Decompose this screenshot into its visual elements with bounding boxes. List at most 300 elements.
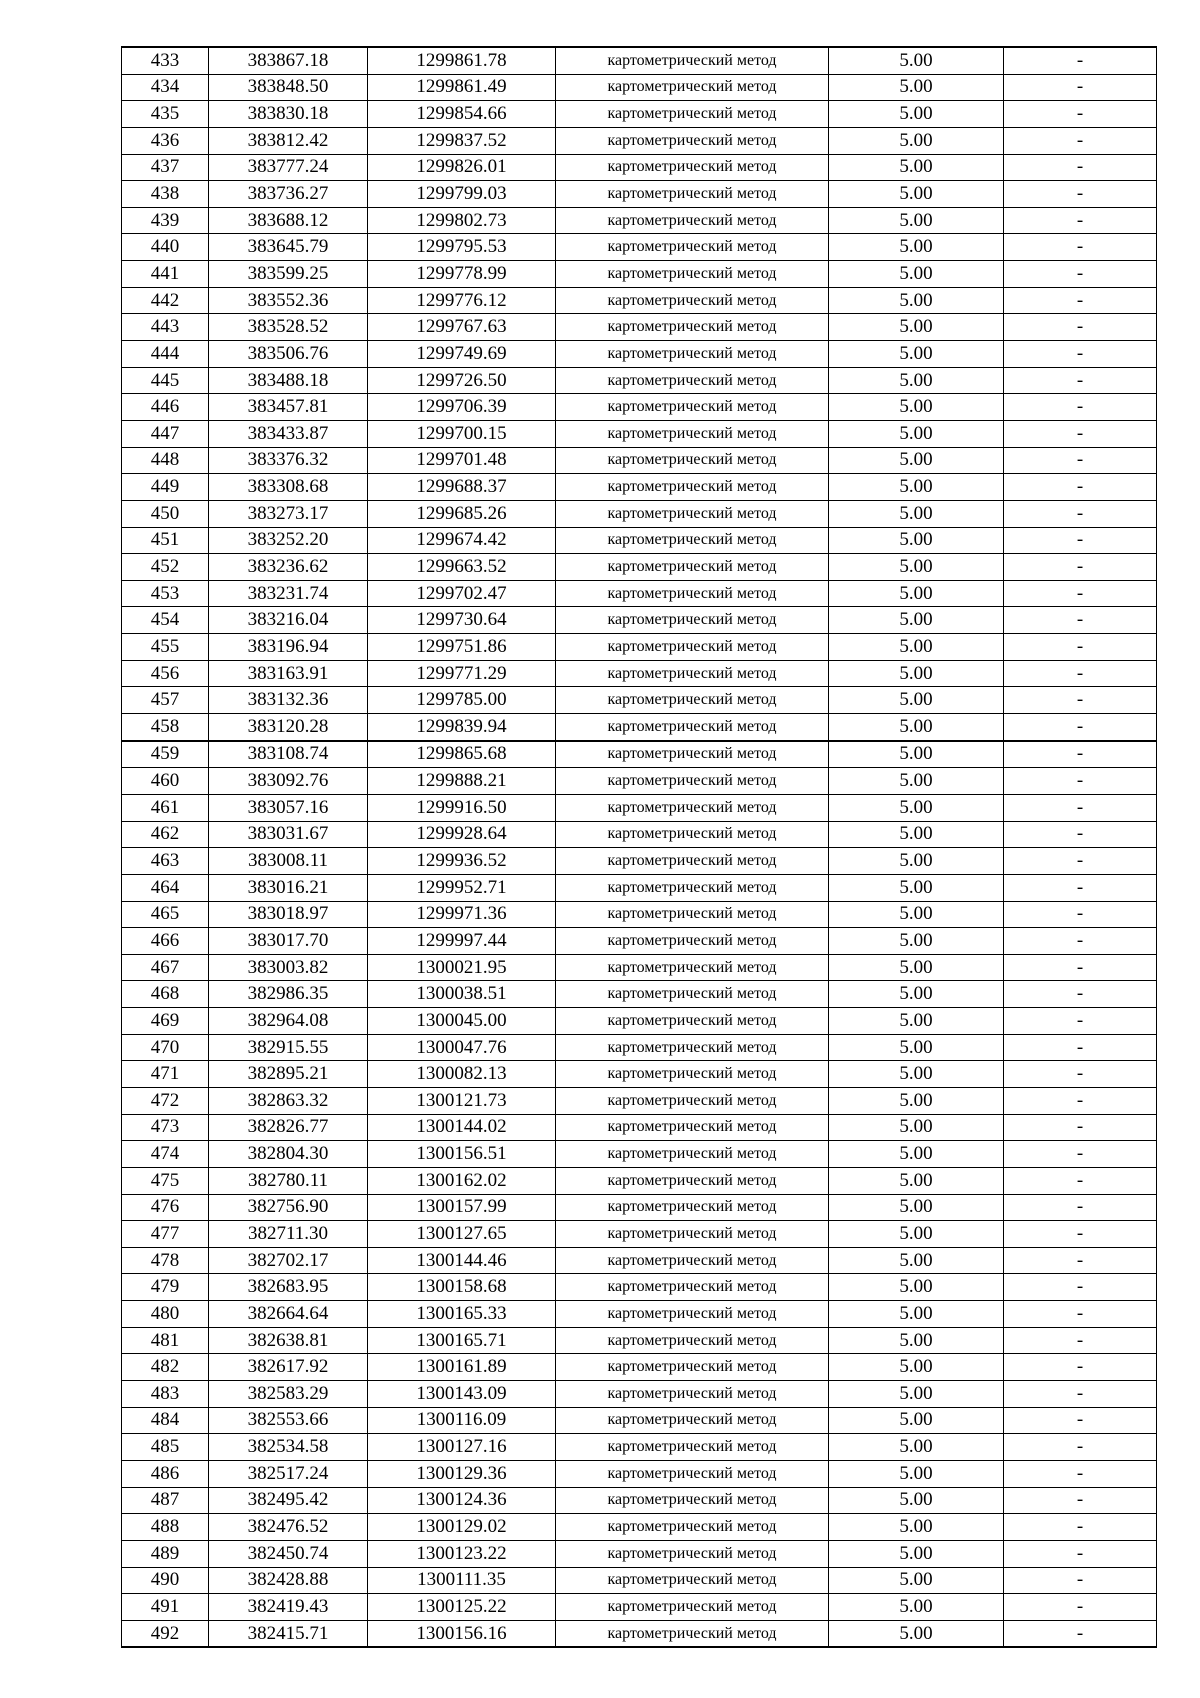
- table-row: [122, 741, 1157, 768]
- point-number-cell: 475: [122, 1167, 209, 1194]
- method-cell: картометрический метод: [556, 207, 829, 234]
- y-coordinate-cell: 1300127.16: [368, 1434, 556, 1461]
- description-cell: -: [1004, 687, 1157, 714]
- x-coordinate-cell: 382986.35: [209, 981, 368, 1008]
- method-cell: картометрический метод: [556, 474, 829, 501]
- point-number-cell: 447: [122, 420, 209, 447]
- y-coordinate-cell: 1300127.65: [368, 1221, 556, 1248]
- description-cell: -: [1004, 1274, 1157, 1301]
- method-cell: картометрический метод: [556, 1167, 829, 1194]
- x-coordinate-cell: 383017.70: [209, 928, 368, 955]
- point-number-cell: 492: [122, 1620, 209, 1647]
- y-coordinate-cell: 1300047.76: [368, 1034, 556, 1061]
- point-number-cell: 454: [122, 607, 209, 634]
- point-number-cell: 448: [122, 447, 209, 474]
- description-cell: -: [1004, 1087, 1157, 1114]
- y-coordinate-cell: 1299685.26: [368, 500, 556, 527]
- description-cell: -: [1004, 101, 1157, 128]
- method-cell: картометрический метод: [556, 1061, 829, 1088]
- description-cell: -: [1004, 1434, 1157, 1461]
- x-coordinate-cell: 382583.29: [209, 1381, 368, 1408]
- x-coordinate-cell: 382428.88: [209, 1567, 368, 1594]
- y-coordinate-cell: 1299928.64: [368, 821, 556, 848]
- point-number-cell: 440: [122, 234, 209, 261]
- method-cell: картометрический метод: [556, 1194, 829, 1221]
- y-coordinate-cell: 1300144.02: [368, 1114, 556, 1141]
- point-number-cell: 482: [122, 1354, 209, 1381]
- table-row: [122, 154, 1157, 181]
- accuracy-cell: 5.00: [829, 367, 1004, 394]
- method-cell: картометрический метод: [556, 874, 829, 901]
- accuracy-cell: 5.00: [829, 474, 1004, 501]
- point-number-cell: 438: [122, 181, 209, 208]
- point-number-cell: 443: [122, 314, 209, 341]
- x-coordinate-cell: 383867.18: [209, 47, 368, 74]
- method-cell: картометрический метод: [556, 741, 829, 768]
- description-cell: -: [1004, 314, 1157, 341]
- y-coordinate-cell: 1299916.50: [368, 794, 556, 821]
- point-number-cell: 487: [122, 1487, 209, 1514]
- method-cell: картометрический метод: [556, 181, 829, 208]
- x-coordinate-cell: 382711.30: [209, 1221, 368, 1248]
- description-cell: -: [1004, 527, 1157, 554]
- method-cell: картометрический метод: [556, 1274, 829, 1301]
- method-cell: картометрический метод: [556, 1034, 829, 1061]
- y-coordinate-cell: 1300116.09: [368, 1407, 556, 1434]
- x-coordinate-cell: 383120.28: [209, 714, 368, 741]
- description-cell: -: [1004, 554, 1157, 581]
- point-number-cell: 478: [122, 1247, 209, 1274]
- x-coordinate-cell: 383688.12: [209, 207, 368, 234]
- y-coordinate-cell: 1300165.33: [368, 1301, 556, 1328]
- point-number-cell: 459: [122, 741, 209, 768]
- accuracy-cell: 5.00: [829, 1221, 1004, 1248]
- y-coordinate-cell: 1299795.53: [368, 234, 556, 261]
- point-number-cell: 464: [122, 874, 209, 901]
- accuracy-cell: 5.00: [829, 47, 1004, 74]
- description-cell: -: [1004, 47, 1157, 74]
- y-coordinate-cell: 1299706.39: [368, 394, 556, 421]
- method-cell: картометрический метод: [556, 367, 829, 394]
- point-number-cell: 483: [122, 1381, 209, 1408]
- table-row: [122, 981, 1157, 1008]
- table-row: [122, 634, 1157, 661]
- x-coordinate-cell: 382915.55: [209, 1034, 368, 1061]
- description-cell: -: [1004, 1301, 1157, 1328]
- x-coordinate-cell: 383057.16: [209, 794, 368, 821]
- accuracy-cell: 5.00: [829, 928, 1004, 955]
- y-coordinate-cell: 1300021.95: [368, 954, 556, 981]
- y-coordinate-cell: 1300156.16: [368, 1620, 556, 1647]
- y-coordinate-cell: 1299771.29: [368, 660, 556, 687]
- method-cell: картометрический метод: [556, 261, 829, 288]
- method-cell: картометрический метод: [556, 848, 829, 875]
- table-row: [122, 1274, 1157, 1301]
- accuracy-cell: 5.00: [829, 1194, 1004, 1221]
- x-coordinate-cell: 383163.91: [209, 660, 368, 687]
- method-cell: картометрический метод: [556, 1434, 829, 1461]
- table-row: [122, 1247, 1157, 1274]
- description-cell: -: [1004, 1594, 1157, 1621]
- table-row: [122, 207, 1157, 234]
- x-coordinate-cell: 383645.79: [209, 234, 368, 261]
- method-cell: картометрический метод: [556, 1301, 829, 1328]
- x-coordinate-cell: 383236.62: [209, 554, 368, 581]
- x-coordinate-cell: 382415.71: [209, 1620, 368, 1647]
- point-number-cell: 467: [122, 954, 209, 981]
- method-cell: картометрический метод: [556, 928, 829, 955]
- method-cell: картометрический метод: [556, 1141, 829, 1168]
- method-cell: картометрический метод: [556, 394, 829, 421]
- accuracy-cell: 5.00: [829, 1620, 1004, 1647]
- y-coordinate-cell: 1299701.48: [368, 447, 556, 474]
- x-coordinate-cell: 383031.67: [209, 821, 368, 848]
- y-coordinate-cell: 1299837.52: [368, 127, 556, 154]
- table-row: [122, 1620, 1157, 1647]
- table-row: [122, 527, 1157, 554]
- table-row: [122, 1407, 1157, 1434]
- x-coordinate-cell: 382617.92: [209, 1354, 368, 1381]
- point-number-cell: 449: [122, 474, 209, 501]
- method-cell: картометрический метод: [556, 47, 829, 74]
- method-cell: картометрический метод: [556, 607, 829, 634]
- table-row: [122, 1034, 1157, 1061]
- point-number-cell: 484: [122, 1407, 209, 1434]
- point-number-cell: 471: [122, 1061, 209, 1088]
- x-coordinate-cell: 382756.90: [209, 1194, 368, 1221]
- description-cell: -: [1004, 74, 1157, 101]
- x-coordinate-cell: 383008.11: [209, 848, 368, 875]
- y-coordinate-cell: 1299854.66: [368, 101, 556, 128]
- accuracy-cell: 5.00: [829, 741, 1004, 768]
- accuracy-cell: 5.00: [829, 1114, 1004, 1141]
- y-coordinate-cell: 1299861.49: [368, 74, 556, 101]
- accuracy-cell: 5.00: [829, 207, 1004, 234]
- method-cell: картометрический метод: [556, 500, 829, 527]
- method-cell: картометрический метод: [556, 1221, 829, 1248]
- description-cell: -: [1004, 1540, 1157, 1567]
- method-cell: картометрический метод: [556, 287, 829, 314]
- x-coordinate-cell: 383528.52: [209, 314, 368, 341]
- accuracy-cell: 5.00: [829, 714, 1004, 741]
- method-cell: картометрический метод: [556, 954, 829, 981]
- method-cell: картометрический метод: [556, 981, 829, 1008]
- point-number-cell: 486: [122, 1460, 209, 1487]
- method-cell: картометрический метод: [556, 554, 829, 581]
- method-cell: картометрический метод: [556, 420, 829, 447]
- x-coordinate-cell: 382964.08: [209, 1008, 368, 1035]
- accuracy-cell: 5.00: [829, 954, 1004, 981]
- accuracy-cell: 5.00: [829, 874, 1004, 901]
- point-number-cell: 462: [122, 821, 209, 848]
- table-row: [122, 954, 1157, 981]
- coordinates-table-body: [122, 47, 1157, 1647]
- description-cell: -: [1004, 634, 1157, 661]
- y-coordinate-cell: 1300129.36: [368, 1460, 556, 1487]
- method-cell: картометрический метод: [556, 901, 829, 928]
- y-coordinate-cell: 1299785.00: [368, 687, 556, 714]
- point-number-cell: 472: [122, 1087, 209, 1114]
- accuracy-cell: 5.00: [829, 1407, 1004, 1434]
- method-cell: картометрический метод: [556, 1247, 829, 1274]
- table-row: [122, 1141, 1157, 1168]
- x-coordinate-cell: 383252.20: [209, 527, 368, 554]
- x-coordinate-cell: 382517.24: [209, 1460, 368, 1487]
- accuracy-cell: 5.00: [829, 1514, 1004, 1541]
- description-cell: -: [1004, 1407, 1157, 1434]
- accuracy-cell: 5.00: [829, 607, 1004, 634]
- description-cell: -: [1004, 848, 1157, 875]
- y-coordinate-cell: 1299751.86: [368, 634, 556, 661]
- accuracy-cell: 5.00: [829, 901, 1004, 928]
- y-coordinate-cell: 1300161.89: [368, 1354, 556, 1381]
- x-coordinate-cell: 383108.74: [209, 741, 368, 768]
- x-coordinate-cell: 383736.27: [209, 181, 368, 208]
- method-cell: картометрический метод: [556, 1008, 829, 1035]
- point-number-cell: 437: [122, 154, 209, 181]
- x-coordinate-cell: 382702.17: [209, 1247, 368, 1274]
- y-coordinate-cell: 1299971.36: [368, 901, 556, 928]
- point-number-cell: 463: [122, 848, 209, 875]
- accuracy-cell: 5.00: [829, 314, 1004, 341]
- method-cell: картометрический метод: [556, 1114, 829, 1141]
- x-coordinate-cell: 383273.17: [209, 500, 368, 527]
- point-number-cell: 490: [122, 1567, 209, 1594]
- table-row: [122, 181, 1157, 208]
- x-coordinate-cell: 383308.68: [209, 474, 368, 501]
- table-row: [122, 394, 1157, 421]
- table-row: [122, 341, 1157, 368]
- table-row: [122, 367, 1157, 394]
- accuracy-cell: 5.00: [829, 1434, 1004, 1461]
- table-row: [122, 874, 1157, 901]
- table-row: [122, 1540, 1157, 1567]
- accuracy-cell: 5.00: [829, 154, 1004, 181]
- point-number-cell: 444: [122, 341, 209, 368]
- point-number-cell: 434: [122, 74, 209, 101]
- accuracy-cell: 5.00: [829, 287, 1004, 314]
- description-cell: -: [1004, 394, 1157, 421]
- point-number-cell: 485: [122, 1434, 209, 1461]
- description-cell: -: [1004, 1327, 1157, 1354]
- y-coordinate-cell: 1299730.64: [368, 607, 556, 634]
- description-cell: -: [1004, 1487, 1157, 1514]
- method-cell: картометрический метод: [556, 1460, 829, 1487]
- x-coordinate-cell: 383830.18: [209, 101, 368, 128]
- y-coordinate-cell: 1299799.03: [368, 181, 556, 208]
- description-cell: -: [1004, 1141, 1157, 1168]
- point-number-cell: 445: [122, 367, 209, 394]
- method-cell: картометрический метод: [556, 341, 829, 368]
- x-coordinate-cell: 383599.25: [209, 261, 368, 288]
- accuracy-cell: 5.00: [829, 848, 1004, 875]
- method-cell: картометрический метод: [556, 447, 829, 474]
- y-coordinate-cell: 1299726.50: [368, 367, 556, 394]
- table-row: [122, 420, 1157, 447]
- point-number-cell: 476: [122, 1194, 209, 1221]
- x-coordinate-cell: 382553.66: [209, 1407, 368, 1434]
- table-row: [122, 500, 1157, 527]
- accuracy-cell: 5.00: [829, 1141, 1004, 1168]
- method-cell: картометрический метод: [556, 314, 829, 341]
- x-coordinate-cell: 383132.36: [209, 687, 368, 714]
- y-coordinate-cell: 1299700.15: [368, 420, 556, 447]
- point-number-cell: 469: [122, 1008, 209, 1035]
- method-cell: картометрический метод: [556, 1620, 829, 1647]
- point-number-cell: 436: [122, 127, 209, 154]
- accuracy-cell: 5.00: [829, 1567, 1004, 1594]
- method-cell: картометрический метод: [556, 1487, 829, 1514]
- table-row: [122, 1167, 1157, 1194]
- accuracy-cell: 5.00: [829, 580, 1004, 607]
- table-row: [122, 1008, 1157, 1035]
- y-coordinate-cell: 1299802.73: [368, 207, 556, 234]
- table-row: [122, 1114, 1157, 1141]
- table-row: [122, 928, 1157, 955]
- description-cell: -: [1004, 341, 1157, 368]
- x-coordinate-cell: 382495.42: [209, 1487, 368, 1514]
- description-cell: -: [1004, 1620, 1157, 1647]
- description-cell: -: [1004, 234, 1157, 261]
- y-coordinate-cell: 1300158.68: [368, 1274, 556, 1301]
- accuracy-cell: 5.00: [829, 660, 1004, 687]
- y-coordinate-cell: 1299936.52: [368, 848, 556, 875]
- method-cell: картометрический метод: [556, 1594, 829, 1621]
- point-number-cell: 474: [122, 1141, 209, 1168]
- y-coordinate-cell: 1300129.02: [368, 1514, 556, 1541]
- accuracy-cell: 5.00: [829, 420, 1004, 447]
- y-coordinate-cell: 1300121.73: [368, 1087, 556, 1114]
- accuracy-cell: 5.00: [829, 394, 1004, 421]
- x-coordinate-cell: 382450.74: [209, 1540, 368, 1567]
- table-row: [122, 1327, 1157, 1354]
- accuracy-cell: 5.00: [829, 234, 1004, 261]
- table-row: [122, 47, 1157, 74]
- accuracy-cell: 5.00: [829, 1061, 1004, 1088]
- description-cell: -: [1004, 207, 1157, 234]
- y-coordinate-cell: 1299688.37: [368, 474, 556, 501]
- method-cell: картометрический метод: [556, 234, 829, 261]
- accuracy-cell: 5.00: [829, 1327, 1004, 1354]
- accuracy-cell: 5.00: [829, 1594, 1004, 1621]
- y-coordinate-cell: 1299839.94: [368, 714, 556, 741]
- y-coordinate-cell: 1300123.22: [368, 1540, 556, 1567]
- description-cell: -: [1004, 1354, 1157, 1381]
- point-number-cell: 442: [122, 287, 209, 314]
- table-row: [122, 314, 1157, 341]
- table-row: [122, 1087, 1157, 1114]
- x-coordinate-cell: 383848.50: [209, 74, 368, 101]
- accuracy-cell: 5.00: [829, 1460, 1004, 1487]
- accuracy-cell: 5.00: [829, 1381, 1004, 1408]
- description-cell: -: [1004, 1061, 1157, 1088]
- table-row: [122, 1381, 1157, 1408]
- y-coordinate-cell: 1300144.46: [368, 1247, 556, 1274]
- point-number-cell: 456: [122, 660, 209, 687]
- description-cell: -: [1004, 127, 1157, 154]
- accuracy-cell: 5.00: [829, 181, 1004, 208]
- y-coordinate-cell: 1300124.36: [368, 1487, 556, 1514]
- table-row: [122, 768, 1157, 795]
- description-cell: -: [1004, 474, 1157, 501]
- method-cell: картометрический метод: [556, 1381, 829, 1408]
- table-row: [122, 447, 1157, 474]
- y-coordinate-cell: 1300157.99: [368, 1194, 556, 1221]
- table-row: [122, 901, 1157, 928]
- description-cell: -: [1004, 1034, 1157, 1061]
- point-number-cell: 461: [122, 794, 209, 821]
- x-coordinate-cell: 382683.95: [209, 1274, 368, 1301]
- table-row: [122, 1594, 1157, 1621]
- y-coordinate-cell: 1299674.42: [368, 527, 556, 554]
- x-coordinate-cell: 382826.77: [209, 1114, 368, 1141]
- accuracy-cell: 5.00: [829, 634, 1004, 661]
- table-row: [122, 1487, 1157, 1514]
- description-cell: -: [1004, 768, 1157, 795]
- x-coordinate-cell: 382476.52: [209, 1514, 368, 1541]
- table-row: [122, 607, 1157, 634]
- x-coordinate-cell: 383016.21: [209, 874, 368, 901]
- description-cell: -: [1004, 741, 1157, 768]
- point-number-cell: 452: [122, 554, 209, 581]
- description-cell: -: [1004, 1381, 1157, 1408]
- point-number-cell: 450: [122, 500, 209, 527]
- description-cell: -: [1004, 1008, 1157, 1035]
- point-number-cell: 479: [122, 1274, 209, 1301]
- accuracy-cell: 5.00: [829, 821, 1004, 848]
- y-coordinate-cell: 1300045.00: [368, 1008, 556, 1035]
- y-coordinate-cell: 1299767.63: [368, 314, 556, 341]
- table-row: [122, 1434, 1157, 1461]
- point-number-cell: 491: [122, 1594, 209, 1621]
- x-coordinate-cell: 382664.64: [209, 1301, 368, 1328]
- table-row: [122, 848, 1157, 875]
- x-coordinate-cell: 383433.87: [209, 420, 368, 447]
- method-cell: картометрический метод: [556, 768, 829, 795]
- table-row: [122, 1460, 1157, 1487]
- method-cell: картометрический метод: [556, 1354, 829, 1381]
- x-coordinate-cell: 382804.30: [209, 1141, 368, 1168]
- table-row: [122, 821, 1157, 848]
- point-number-cell: 435: [122, 101, 209, 128]
- x-coordinate-cell: 382419.43: [209, 1594, 368, 1621]
- table-row: [122, 660, 1157, 687]
- method-cell: картометрический метод: [556, 794, 829, 821]
- x-coordinate-cell: 382863.32: [209, 1087, 368, 1114]
- table-row: [122, 1354, 1157, 1381]
- accuracy-cell: 5.00: [829, 527, 1004, 554]
- method-cell: картометрический метод: [556, 1087, 829, 1114]
- point-number-cell: 465: [122, 901, 209, 928]
- accuracy-cell: 5.00: [829, 687, 1004, 714]
- accuracy-cell: 5.00: [829, 1354, 1004, 1381]
- x-coordinate-cell: 383376.32: [209, 447, 368, 474]
- table-row: [122, 554, 1157, 581]
- table-row: [122, 101, 1157, 128]
- y-coordinate-cell: 1300082.13: [368, 1061, 556, 1088]
- method-cell: картометрический метод: [556, 1514, 829, 1541]
- accuracy-cell: 5.00: [829, 1034, 1004, 1061]
- table-row: [122, 1194, 1157, 1221]
- accuracy-cell: 5.00: [829, 1087, 1004, 1114]
- accuracy-cell: 5.00: [829, 101, 1004, 128]
- accuracy-cell: 5.00: [829, 554, 1004, 581]
- y-coordinate-cell: 1299888.21: [368, 768, 556, 795]
- description-cell: -: [1004, 420, 1157, 447]
- description-cell: -: [1004, 981, 1157, 1008]
- table-row: [122, 1301, 1157, 1328]
- point-number-cell: 433: [122, 47, 209, 74]
